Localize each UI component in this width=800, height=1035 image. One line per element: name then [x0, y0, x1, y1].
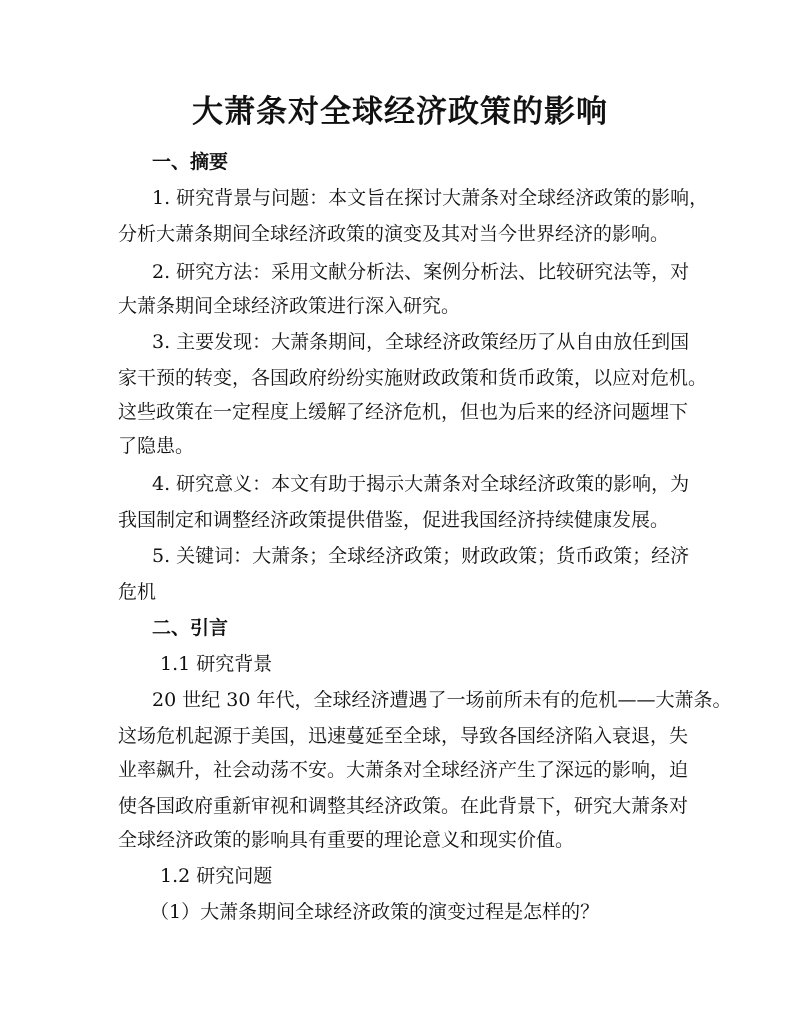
abstract-line: 3. 主要发现：大萧条期间，全球经济政策经历了从自由放任到国	[152, 331, 690, 353]
paragraph-line: 20 世纪 30 年代，全球经济遭遇了一场前所未有的危机——大萧条。	[152, 689, 732, 711]
document-title: 大萧条对全球经济政策的影响	[192, 94, 608, 130]
abstract-line: 我国制定和调整经济政策提供借鉴，促进我国经济持续健康发展。	[118, 509, 670, 531]
abstract-line: 4. 研究意义：本文有助于揭示大萧条对全球经济政策的影响，为	[152, 473, 690, 495]
paragraph-line: 业率飙升，社会动荡不安。大萧条对全球经济产生了深远的影响，迫	[118, 759, 689, 781]
section-heading-abstract: 一、摘要	[152, 151, 229, 173]
abstract-line: 危机	[118, 581, 157, 603]
abstract-line: 了隐患。	[118, 435, 195, 457]
abstract-line: 分析大萧条期间全球经济政策的演变及其对当今世界经济的影响。	[118, 223, 670, 245]
abstract-line: 这些政策在一定程度上缓解了经济危机，但也为后来的经济问题埋下	[118, 401, 689, 423]
abstract-line: 大萧条期间全球经济政策进行深入研究。	[118, 295, 461, 317]
subsection-heading-background: 1.1 研究背景	[160, 653, 273, 675]
abstract-line: 家干预的转变，各国政府纷纷实施财政政策和货币政策，以应对危机。	[118, 367, 708, 389]
abstract-line: 2. 研究方法：采用文献分析法、案例分析法、比较研究法等，对	[152, 261, 690, 283]
paragraph-line: 全球经济政策的影响具有重要的理论意义和现实价值。	[118, 829, 575, 851]
research-question: （1）大萧条期间全球经济政策的演变过程是怎样的？	[150, 901, 600, 923]
subsection-heading-questions: 1.2 研究问题	[160, 865, 273, 887]
abstract-line: 1. 研究背景与问题：本文旨在探讨大萧条对全球经济政策的影响，	[152, 187, 709, 209]
abstract-line: 5. 关键词：大萧条；全球经济政策；财政政策；货币政策；经济	[152, 545, 690, 567]
paragraph-line: 使各国政府重新审视和调整其经济政策。在此背景下，研究大萧条对	[118, 795, 689, 817]
section-heading-introduction: 二、引言	[152, 617, 229, 639]
paragraph-line: 这场危机起源于美国，迅速蔓延至全球，导致各国经济陷入衰退，失	[118, 725, 689, 747]
